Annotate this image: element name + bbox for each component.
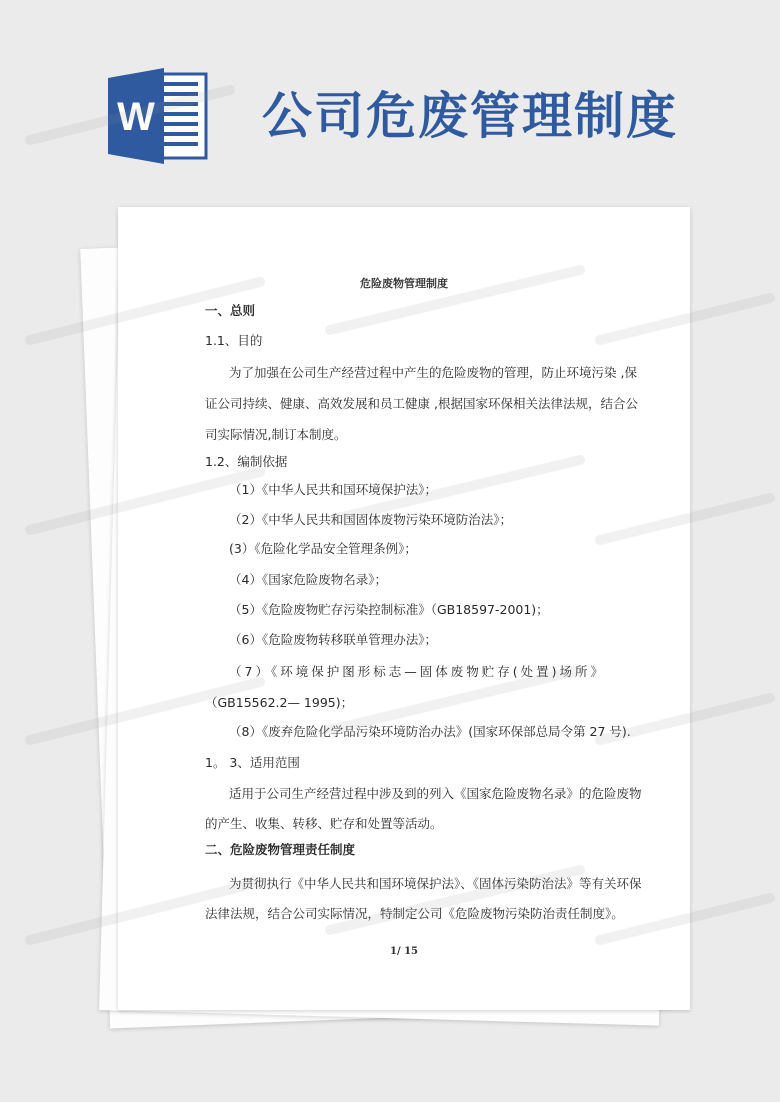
reference-item: （1）《中华人民共和国环境保护法》；	[229, 482, 437, 497]
paragraph-line: 适用于公司生产经营过程中涉及到的列入《国家危险废物名录》的危险废物	[229, 786, 642, 801]
document-title: 危险废物管理制度	[360, 277, 448, 290]
paragraph-line: 证公司持续、健康、高效发展和员工健康 ,根据国家环保相关法律法规，结合公	[205, 396, 638, 411]
banner-title: 公司危废管理制度	[262, 87, 678, 145]
paragraph-line: 法律法规，结合公司实际情况，特制定公司《危险废物污染防治责任制度》。	[205, 906, 624, 921]
subsection-heading: 1。 3、适用范围	[205, 755, 300, 770]
document-page	[118, 207, 690, 1010]
reference-item: （6）《危险废物转移联单管理办法》；	[229, 632, 437, 647]
paragraph-line: 的产生、收集、转移、贮存和处置等活动。	[205, 816, 443, 831]
reference-item: (3）《危险化学品安全管理条例》；	[229, 541, 417, 556]
reference-item: （5）《危险废物贮存污染控制标准》（GB18597-2001)；	[229, 602, 549, 617]
paragraph-line: 司实际情况,制订本制度。	[205, 427, 347, 442]
reference-item: （8）《废弃危险化学品污染环境防治办法》(国家环保部总局令第 27 号).	[229, 724, 631, 739]
subsection-heading: 1.2、编制依据	[205, 454, 288, 469]
page-number: 1/ 15	[389, 946, 418, 957]
paragraph-line: 为贯彻执行《中华人民共和国环境保护法》、《固体污染防治法》等有关环保	[229, 876, 642, 891]
banner-header	[0, 0, 780, 200]
reference-item: （7）《环境保护图形标志—固体废物贮存(处置)场所》	[229, 664, 606, 679]
reference-item: （2）《中华人民共和国固体废物污染环境防治法》；	[229, 512, 512, 527]
word-icon-letter: W	[117, 95, 155, 139]
reference-item-continued: （GB15562.2— 1995)；	[205, 695, 354, 710]
paragraph-line: 为了加强在公司生产经营过程中产生的危险废物的管理，防止环境污染 ,保	[229, 365, 637, 380]
section-heading: 二、危险废物管理责任制度	[205, 842, 356, 857]
reference-item: （4）《国家危险废物名录》；	[229, 572, 387, 587]
subsection-heading: 1.1、目的	[205, 333, 263, 348]
section-heading: 一、总则	[205, 303, 256, 318]
word-doc-icon	[108, 68, 208, 164]
